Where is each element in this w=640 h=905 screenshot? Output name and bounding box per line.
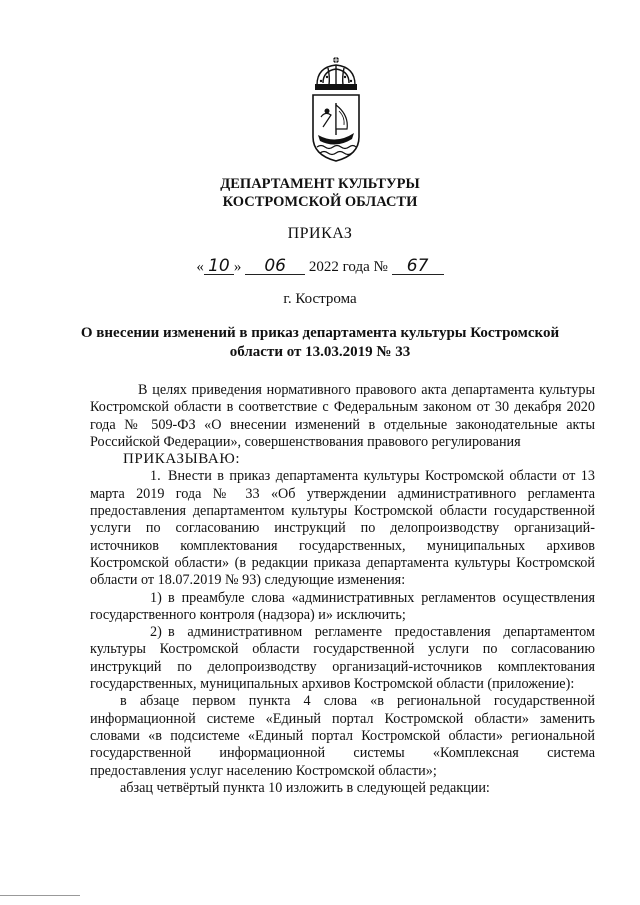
date-year-text: 2022 года №	[308, 259, 388, 275]
subitem-1-paragraph	[90, 590, 595, 625]
footer-divider	[0, 895, 80, 896]
item-1-text: Внести в приказ департамента культуры Костромской области от 13 марта 2019 года № 33 «Об утверждении административного регламента предоставления департаментом культуры Костромской области государственной услуги по согласованию инструкций по делопроизводству организаций-источников комплектования государственных, муниципальных архивов Костромской области» (в редакции приказа департамента культуры Костромской области от 18.07.2019 № 93) следующие изменения:	[90, 468, 595, 589]
document-number: 67	[392, 258, 444, 275]
subitem-1-number: 1)	[150, 589, 162, 606]
order-word: ПРИКАЗЫВАЮ:	[123, 451, 241, 468]
item-1-paragraph	[90, 468, 595, 589]
subitem-2-text: в административном регламенте предоставления департаментом культуры Костромской области государственной услуги по согласованию инструкций по делопроизводству организаций-источников комплектования государственных, муниципальных архивов Костромской области (приложение):	[90, 624, 595, 693]
item-1-number: 1.	[150, 468, 161, 485]
department-line-1: ДЕПАРТАМЕНТ КУЛЬТУРЫ	[220, 176, 420, 192]
department-line-2: КОСТРОМСКОЙ ОБЛАСТИ	[222, 194, 418, 210]
subitem-1-text: в преамбуле слова «административных регламентов осуществления государственного контроля (надзора) и» исключить;	[90, 589, 595, 623]
city: г. Кострома	[283, 291, 357, 307]
subitem-2-paragraph	[90, 624, 595, 693]
date-and-number-line	[0, 258, 640, 276]
subject-line-1: О внесении изменений в приказ департамента культуры Костромской	[80, 325, 560, 341]
subject-line-2: области от 13.03.2019 № 33	[229, 344, 411, 360]
coat-of-arms-icon	[303, 55, 369, 165]
document-subject	[0, 324, 640, 362]
subitem-2-number: 2)	[150, 624, 162, 641]
paragraph-b: абзац четвёртый пункта 10 изложить в следующей редакции:	[120, 779, 490, 796]
document-body	[90, 382, 595, 797]
paragraph-a: в абзаце первом пункта 4 слова «в региональной государственной информационной системе «Единый портал Костромской области» заменить словами «в подсистеме «Единый портал Костромской области» региональной государственной информационной системы «Комплексная система предоставления услуг населению Костромской области»;	[90, 693, 595, 779]
date-month: 06	[245, 258, 305, 275]
preamble-paragraph: В целях приведения нормативного правового акта департамента культуры Костромской области в соответствие с Федеральным законом от 30 декабря 2020 года № 509-ФЗ «О внесении изменений в отдельные законодательные акты Российской Федерации», совершенствования правового регулирования	[90, 382, 595, 450]
document-type: ПРИКАЗ	[287, 225, 353, 242]
department-name	[0, 175, 640, 211]
date-day: 10	[204, 258, 234, 275]
date-close-quote: »	[233, 259, 242, 275]
date-open-quote: «	[196, 259, 204, 275]
